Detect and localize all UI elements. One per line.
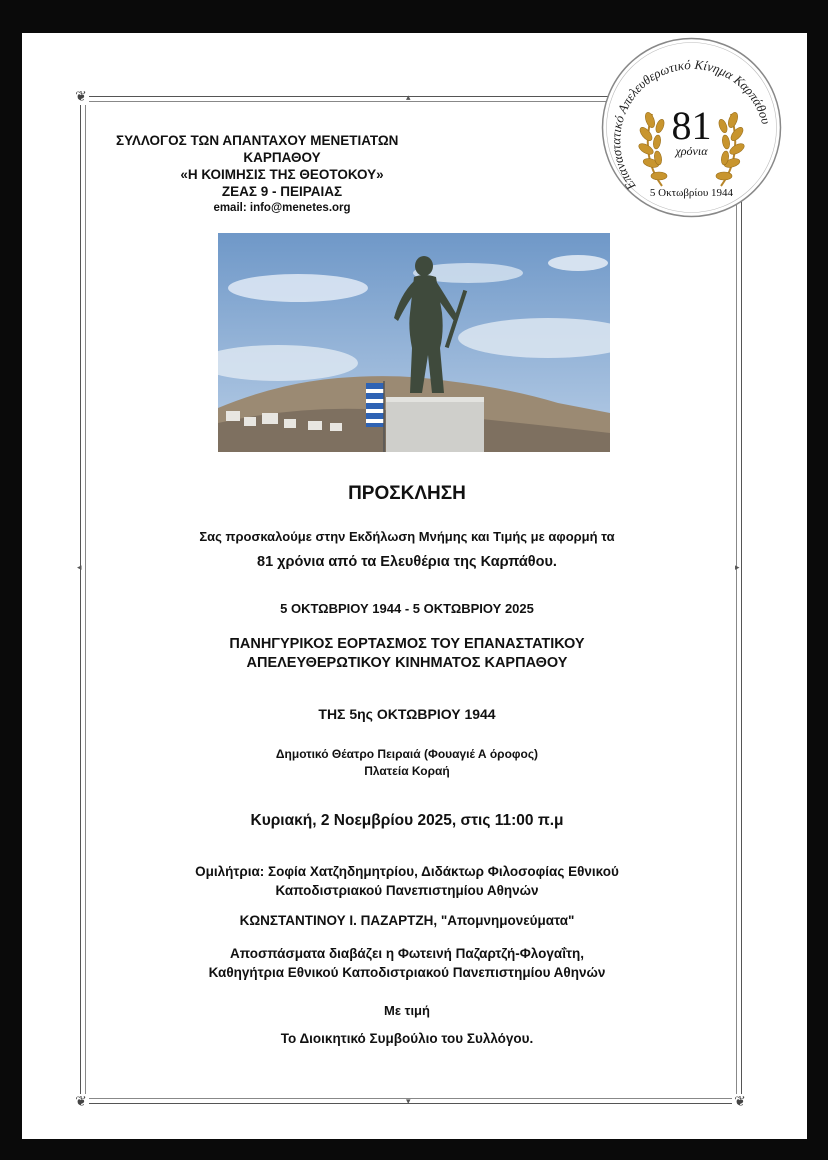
association-email: email: info@menetes.org — [213, 202, 351, 214]
ornament-corner-icon: ❦ — [73, 89, 89, 105]
ornament-corner-icon: ❦ — [732, 1094, 748, 1110]
seal-arc-text: Επαναστατικό Απελευθερωτικό Κίνημα Καρπάθου — [608, 56, 775, 194]
monument-photo — [218, 233, 610, 452]
reader-line1: Αποσπάσματα διαβάζει η Φωτεινή Παζαρτζή-Φλογαΐτη, — [230, 946, 584, 961]
ornament-mark-icon: ◂ — [77, 563, 82, 573]
anniversary-seal — [600, 36, 783, 219]
venue-square: Πλατεία Κοραή — [364, 764, 450, 778]
invitation-page — [22, 33, 807, 1139]
event-datetime: Κυριακή, 2 Νοεμβρίου 2025, στις 11:00 π.μ — [250, 812, 564, 829]
association-subtitle: «Η ΚΟΙΜΗΣΙΣ ΤΗΣ ΘΕΟΤΟΚΟΥ» — [180, 167, 384, 182]
festival-line2: ΑΠΕΛΕΥΘΕΡΩΤΙΚΟΥ ΚΙΝΗΜΑΤΟΣ ΚΑΡΠΑΘΟΥ — [246, 655, 568, 671]
ornament-mark-icon: ▾ — [406, 1097, 411, 1107]
memoirs-title: ΚΩΝΣΤΑΝΤΙΝΟΥ Ι. ΠΑΖΑΡΤΖΗ, "Απομνημονεύματα" — [239, 913, 575, 928]
closing-signature: Το Διοικητικό Συμβούλιο του Συλλόγου. — [280, 1031, 534, 1046]
historic-date: ΤΗΣ 5ης ΟΚΤΩΒΡΙΟΥ 1944 — [318, 706, 496, 722]
ornament-mark-icon: ▴ — [406, 93, 411, 103]
venue-name: Δημοτικό Θέατρο Πειραιά (Φουαγιέ Α όροφος) — [275, 747, 539, 761]
seal-years: χρόνια — [675, 144, 708, 158]
festival-line1: ΠΑΝΗΓΥΡΙΚΟΣ ΕΟΡΤΑΣΜΟΣ ΤΟΥ ΕΠΑΝΑΣΤΑΤΙΚΟΥ — [229, 636, 585, 652]
speaker-line2: Καποδιστριακού Πανεπιστημίου Αθηνών — [275, 883, 539, 898]
association-address: ΖΕΑΣ 9 - ΠΕΙΡΑΙΑΣ — [221, 184, 343, 199]
seal-date: 5 Οκτωβρίου 1944 — [649, 187, 734, 199]
invitation-title: ΠΡΟΣΚΛΗΣΗ — [348, 483, 466, 504]
association-island: ΚΑΡΠΑΘΟΥ — [243, 150, 321, 165]
invitation-body-line2: 81 χρόνια από τα Ελευθέρια της Καρπάθου. — [257, 554, 557, 570]
closing-regards: Με τιμή — [384, 1003, 430, 1018]
association-header — [112, 132, 452, 216]
speaker-line1: Ομιλήτρια: Σοφία Χατζηδημητρίου, Διδάκτωρ Φιλοσοφίας Εθνικού — [195, 864, 619, 879]
seal-number: 81 — [671, 103, 712, 148]
ornament-mark-icon: ▸ — [735, 563, 740, 573]
ornament-corner-icon: ❦ — [73, 1094, 89, 1110]
invitation-body-line1: Σας προσκαλούμε στην Εκδήλωση Μνήμης και Τιμής με αφορμή τα — [199, 529, 615, 544]
reader-line2: Καθηγήτρια Εθνικού Καποδιστριακού Πανεπιστημίου Αθηνών — [208, 965, 606, 980]
anniversary-dates: 5 ΟΚΤΩΒΡΙΟΥ 1944 - 5 ΟΚΤΩΒΡΙΟΥ 2025 — [280, 601, 534, 616]
association-name: ΣΥΛΛΟΓΟΣ ΤΩΝ ΑΠΑΝΤΑΧΟΥ ΜΕΝΕΤΙΑΤΩΝ — [116, 133, 399, 148]
